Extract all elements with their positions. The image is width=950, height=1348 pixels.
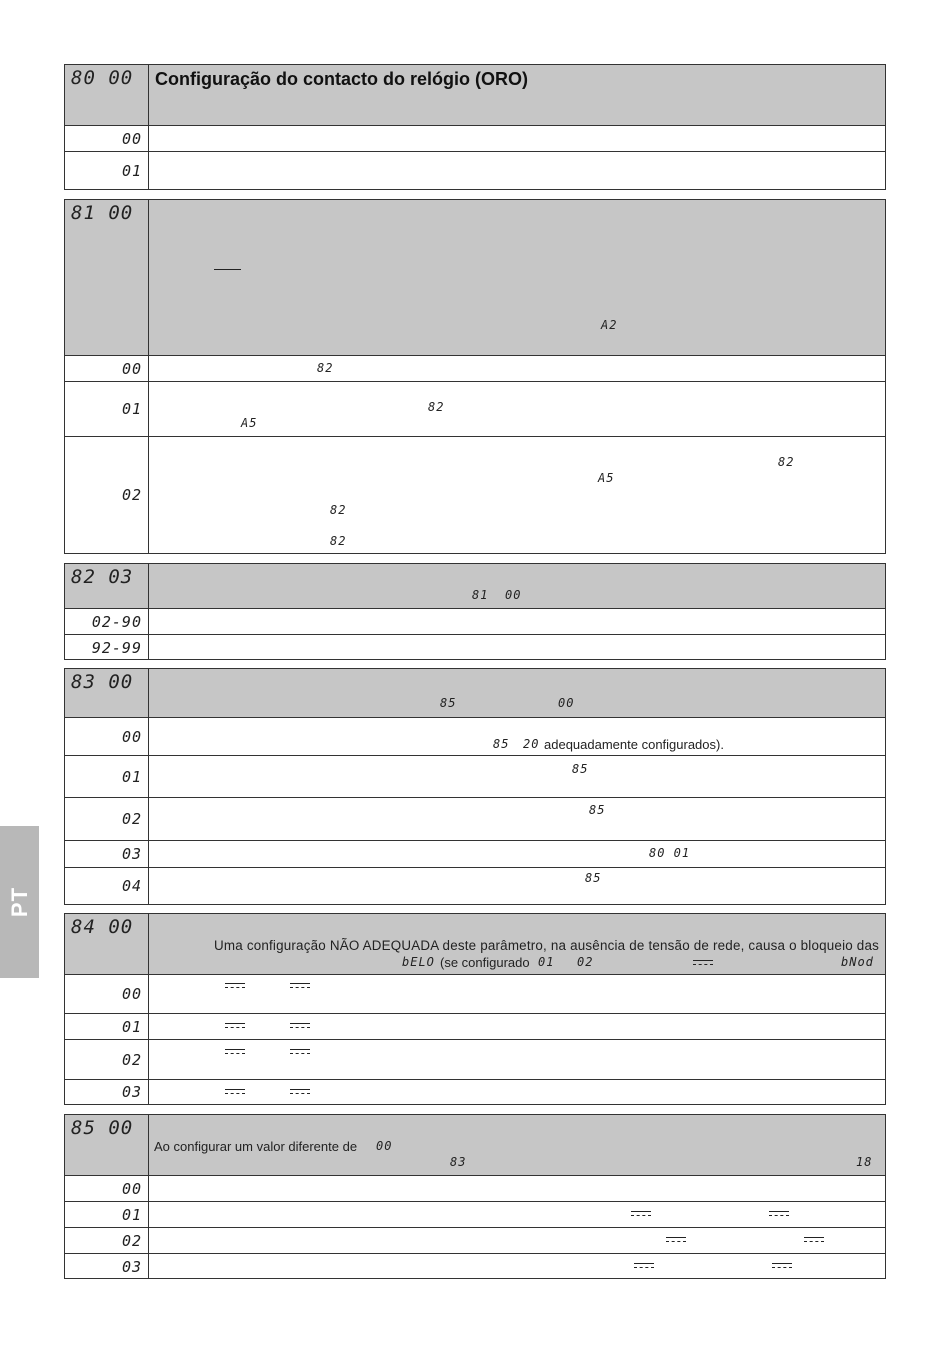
language-tab-label: PT	[6, 886, 32, 918]
value-code: 00	[121, 1179, 142, 1198]
dc-voltage-icon	[225, 983, 245, 989]
value-code-cell	[65, 1014, 149, 1039]
param-code-cell	[65, 914, 149, 974]
table-row	[65, 1201, 885, 1227]
value-code-cell	[65, 437, 149, 553]
value-code-cell	[65, 1202, 149, 1227]
value-code-cell	[65, 1080, 149, 1104]
table-param-81	[64, 199, 886, 554]
value-code: 00	[121, 727, 142, 746]
value-code-cell	[65, 841, 149, 867]
table-row	[65, 436, 885, 553]
param-title: Configuração do contacto do relógio (ORO)	[155, 69, 528, 89]
table-param-82	[64, 563, 886, 660]
value-code-cell	[65, 152, 149, 189]
table-header-row	[65, 564, 885, 608]
table-header-row	[65, 1115, 885, 1175]
overline-mark	[214, 269, 241, 270]
param-code: 85 00	[71, 1117, 134, 1139]
dc-voltage-icon	[804, 1237, 824, 1243]
param-ref: 81	[472, 588, 489, 602]
dc-voltage-icon	[693, 960, 713, 966]
table-header-row	[65, 669, 885, 717]
param-ref: 82	[428, 400, 445, 414]
param-code: 83 00	[71, 671, 134, 693]
value-code: 01	[121, 400, 142, 418]
dc-voltage-icon	[772, 1263, 792, 1269]
param-ref: 82	[330, 534, 347, 548]
value-code-cell	[65, 1228, 149, 1253]
param-ref: 85	[572, 762, 589, 776]
table-row	[65, 1013, 885, 1039]
warning-text: Uma configuração NÃO ADEQUADA deste parâmetro, na ausência de tensão de rede, causa o bloqueio das	[214, 938, 879, 953]
table-param-84	[64, 913, 886, 1105]
language-tab-pt	[0, 826, 39, 978]
table-row	[65, 1175, 885, 1201]
dc-voltage-icon	[290, 983, 310, 989]
param-code-cell	[65, 669, 149, 717]
table-header-row	[65, 914, 885, 974]
table-param-85	[64, 1114, 886, 1279]
dc-voltage-icon	[290, 1023, 310, 1029]
value-code-cell	[65, 635, 149, 660]
param-ref: bNod	[841, 955, 874, 969]
param-code-cell	[65, 1115, 149, 1175]
dc-voltage-icon	[666, 1237, 686, 1243]
value-code: 03	[121, 1257, 142, 1276]
value-code-cell	[65, 756, 149, 797]
param-ref-value: 00	[376, 1139, 393, 1153]
table-row	[65, 797, 885, 840]
table-row	[65, 608, 885, 634]
table-row	[65, 381, 885, 436]
value-code: 01	[121, 1205, 142, 1224]
value-code-cell	[65, 1040, 149, 1079]
table-row	[65, 755, 885, 797]
value-code: 04	[121, 877, 142, 895]
param-code: 80 00	[71, 67, 134, 89]
param-ref: 82	[317, 361, 334, 375]
table-row	[65, 355, 885, 381]
table-param-83	[64, 668, 886, 905]
dc-voltage-icon	[631, 1211, 651, 1217]
value-code-cell	[65, 609, 149, 634]
value-code: 02	[121, 1050, 142, 1069]
param-ref-value: 20	[523, 737, 540, 751]
param-ref-value: 00	[558, 696, 575, 710]
dc-voltage-icon	[225, 1023, 245, 1029]
value-code: 00	[121, 359, 142, 378]
table-row	[65, 1079, 885, 1104]
param-ref: 82	[778, 455, 795, 469]
value-code: 03	[121, 1083, 142, 1101]
table-header-row	[65, 200, 885, 355]
table-row	[65, 867, 885, 904]
warning-text-2: (se configurado	[440, 955, 530, 970]
param-ref-a2: A2	[601, 318, 618, 332]
table-header-row	[65, 65, 885, 125]
param-ref: 85	[440, 696, 457, 710]
table-row	[65, 840, 885, 867]
value-code-cell	[65, 1254, 149, 1279]
param-code-cell	[65, 200, 149, 355]
value-code-cell	[65, 1176, 149, 1201]
value-code: 00	[121, 129, 142, 148]
table-param-80	[64, 64, 886, 190]
value-code: 02	[121, 1231, 142, 1250]
param-ref: 85	[589, 803, 606, 817]
value-code: 00	[121, 985, 142, 1003]
value-code-cell	[65, 798, 149, 840]
table-row	[65, 125, 885, 151]
value-code-cell	[65, 975, 149, 1013]
value-code: 02-90	[91, 612, 142, 631]
value-code-cell	[65, 718, 149, 755]
note-text: Ao configurar um valor diferente de	[154, 1139, 358, 1154]
table-row	[65, 634, 885, 660]
table-row	[65, 717, 885, 755]
param-code: 84 00	[71, 916, 134, 938]
param-code: 82 03	[71, 566, 134, 588]
value-code: 92-99	[91, 638, 142, 657]
param-ref: A5	[598, 471, 615, 485]
value-code: 01	[121, 767, 142, 786]
param-ref: 83	[450, 1155, 467, 1169]
table-row	[65, 151, 885, 189]
row-text: adequadamente configurados).	[544, 737, 724, 752]
value-code-cell	[65, 356, 149, 381]
param-code-cell	[65, 564, 149, 608]
param-ref-value: 00	[505, 588, 522, 602]
param-number: 18	[856, 1155, 873, 1169]
dc-voltage-icon	[290, 1049, 310, 1055]
table-row	[65, 1039, 885, 1079]
table-row	[65, 1227, 885, 1253]
value-code: 02	[121, 486, 142, 504]
value-code-cell	[65, 868, 149, 904]
dc-voltage-icon	[225, 1089, 245, 1095]
dc-voltage-icon	[769, 1211, 789, 1217]
param-ref-value: 02	[577, 955, 594, 969]
dc-voltage-icon	[634, 1263, 654, 1269]
param-ref: 82	[330, 503, 347, 517]
param-ref: A5	[241, 416, 258, 430]
table-row	[65, 974, 885, 1013]
value-code-cell	[65, 382, 149, 436]
param-code-cell	[65, 65, 149, 125]
param-ref-value: 01	[538, 955, 555, 969]
param-ref: 80 01	[649, 846, 691, 860]
value-code-cell	[65, 126, 149, 151]
value-code: 01	[121, 161, 142, 180]
table-row	[65, 1253, 885, 1279]
value-code: 01	[121, 1017, 142, 1036]
value-code: 03	[121, 845, 142, 863]
param-code: 81 00	[71, 202, 134, 224]
param-ref: 85	[493, 737, 510, 751]
param-ref: 85	[585, 871, 602, 885]
dc-voltage-icon	[290, 1089, 310, 1095]
param-ref: bELO	[402, 955, 435, 969]
value-code: 02	[121, 810, 142, 828]
dc-voltage-icon	[225, 1049, 245, 1055]
